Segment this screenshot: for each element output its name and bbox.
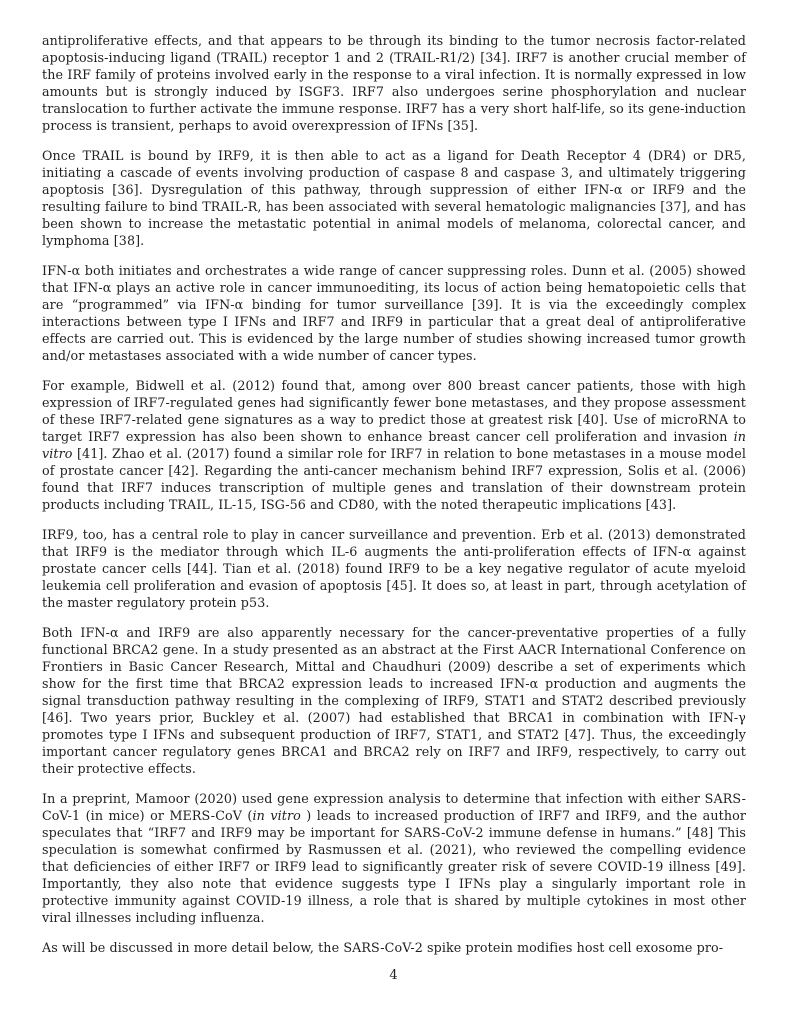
text-run: [41]. Zhao et al. (2017) found a similar role for IRF7 in relation to bone metastases in a mouse model of prostate cancer [42]. Regarding the anti-cancer mechanism behind IRF7 expression, Solis et al. (2006) found that IRF7 induces transcription of multiple genes and translation of their downstream protein products including TRAIL, IL-15, ISG-56 and CD80, with the noted therapeutic implications [43]. — [42, 446, 746, 512]
text-run: in vitro — [42, 429, 746, 461]
page-footer — [0, 968, 787, 983]
text-run: ) leads to increased production of IRF7 and IRF9, and the author speculates that “IRF7 and IRF9 may be important for SARS-CoV-2 immune defense in humans.” [48] This speculation is somewhat confirmed by Rasmussen et al. (2021), who reviewed the compelling evidence that deficiencies of either IRF7 or IRF9 lead to significantly greater risk of severe COVID-19 illness [49]. Importantly, they also note that evidence suggests type I IFNs play a singularly important role in protective immunity against COVID-19 illness, a role that is shared by multiple cytokines in most other viral illnesses including influenza. — [42, 808, 746, 925]
text-block — [42, 32, 746, 969]
text-run: in vitro — [252, 808, 301, 823]
text-run: antiproliferative effects, and that appears to be through its binding to the tumor necrosis factor-related apoptosis-inducing ligand (TRAIL) receptor 1 and 2 (TRAIL-R1/2) [34]. IRF7 is another crucial member of the IRF family of proteins involved early in the response to a viral infection. It is normally expressed in low amounts but is strongly induced by ISGF3. IRF7 also undergoes serine phosphorylation and nuclear translocation to further activate the immune response. IRF7 has a very short half-life, so its gene-induction process is transient, perhaps to avoid overexpression of IFNs [35]. — [42, 33, 746, 133]
paragraph-8 — [42, 939, 746, 956]
paragraph-6 — [42, 624, 746, 777]
text-run: IFN-α both initiates and orchestrates a wide range of cancer suppressing roles. Dunn et al. (2005) showed that IFN-α plays an active role in cancer immunoediting, its locus of action being hematopoietic cells that are “programmed” via IFN-α binding for tumor surveillance [39]. It is via the exceedingly complex interactions between type I IFNs and IRF7 and IRF9 in particular that a great deal of antiproliferative effects are carried out. This is evidenced by the large number of studies showing increased tumor growth and/or metastases associated with a wide number of cancer types. — [42, 263, 746, 363]
text-run: As will be discussed in more detail below, the SARS-CoV-2 spike protein modifies host cell exosome pro- — [42, 940, 724, 955]
text-run: Both IFN-α and IRF9 are also apparently necessary for the cancer-preventative properties of a fully functional BRCA2 gene. In a study presented as an abstract at the First AACR International Conference on Frontiers in Basic Cancer Research, Mittal and Chaudhuri (2009) describe a set of experiments which show for the first time that BRCA2 expression leads to increased IFN-α production and augments the signal transduction pathway resulting in the complexing of IRF9, STAT1 and STAT2 described previously [46]. Two years prior, Buckley et al. (2007) had established that BRCA1 in combination with IFN-γ promotes type I IFNs and subsequent production of IRF7, STAT1, and STAT2 [47]. Thus, the exceedingly important cancer regulatory genes BRCA1 and BRCA2 rely on IRF7 and IRF9, respectively, to carry out their protective effects. — [42, 625, 746, 776]
text-run: Once TRAIL is bound by IRF9, it is then able to act as a ligand for Death Receptor 4 (DR4) or DR5, initiating a cascade of events involving production of caspase 8 and caspase 3, and ultimately triggering apoptosis [36]. Dysregulation of this pathway, through suppression of either IFN-α or IRF9 and the resulting failure to bind TRAIL-R, has been associated with several hematologic malignancies [37], and has been shown to increase the metastatic potential in animal models of melanoma, colorectal cancer, and lymphoma [38]. — [42, 148, 746, 248]
paragraph-3 — [42, 262, 746, 364]
paragraph-2 — [42, 147, 746, 249]
paragraph-4 — [42, 377, 746, 513]
paragraph-5 — [42, 526, 746, 611]
text-run: IRF9, too, has a central role to play in cancer surveillance and prevention. Erb et al. (2013) demonstrated that IRF9 is the mediator through which IL-6 augments the anti-proliferation effects of IFN-α against prostate cancer cells [44]. Tian et al. (2018) found IRF9 to be a key negative regulator of acute myeloid leukemia cell proliferation and evasion of apoptosis [45]. It does so, at least in part, through acetylation of the master regulatory protein p53. — [42, 527, 746, 610]
text-run: In a preprint, Mamoor (2020) used gene expression analysis to determine that infection with either SARS-CoV-1 (in mice) or MERS-CoV ( — [42, 791, 746, 823]
page-number: 4 — [389, 968, 398, 983]
paragraph-7 — [42, 790, 746, 926]
text-run: For example, Bidwell et al. (2012) found that, among over 800 breast cancer patients, those with high expression of IRF7-regulated genes had significantly fewer bone metastases, and they propose assessment of these IRF7-related gene signatures as a way to predict those at greatest risk [40]. Use of microRNA to target IRF7 expression has also been shown to enhance breast cancer cell proliferation and invasion — [42, 378, 746, 444]
paragraph-1 — [42, 32, 746, 134]
